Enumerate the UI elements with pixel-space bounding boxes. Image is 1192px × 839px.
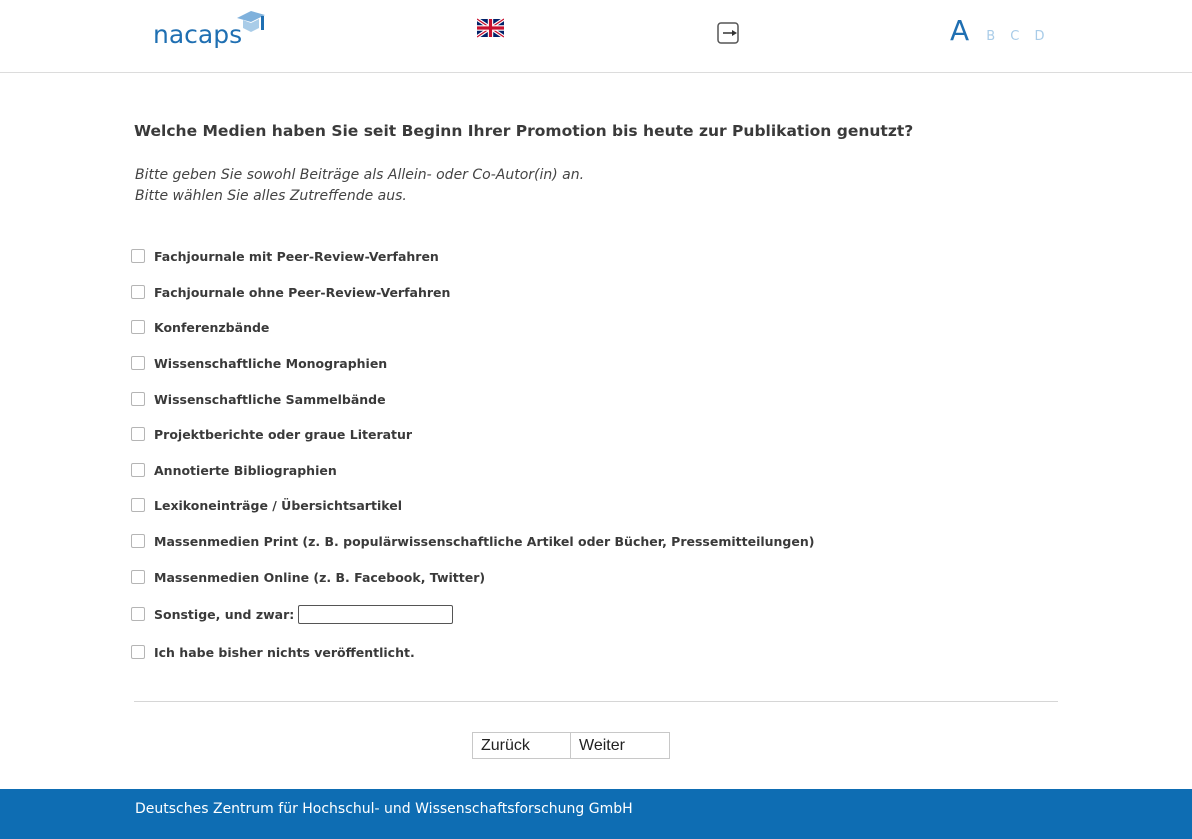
font-size-d[interactable]: D	[1034, 29, 1045, 44]
question-hint-1: Bitte geben Sie sowohl Beiträge als Allein- oder Co-Autor(in) an.	[135, 167, 585, 183]
checkbox[interactable]	[131, 320, 145, 334]
font-size-b[interactable]: B	[986, 29, 996, 44]
uk-flag-icon[interactable]	[477, 18, 504, 38]
option-annotated-bibliographies[interactable]	[131, 460, 337, 480]
graduation-cap-icon	[233, 10, 267, 38]
option-peer-review-journals[interactable]	[131, 246, 439, 266]
option-label: Lexikoneinträge / Übersichtsartikel	[154, 497, 402, 513]
checkbox[interactable]	[131, 645, 145, 659]
option-label: Annotierte Bibliographien	[154, 462, 337, 478]
checkbox[interactable]	[131, 570, 145, 584]
navigation-buttons	[472, 732, 670, 759]
divider	[134, 701, 1058, 702]
option-label: Konferenzbände	[154, 319, 270, 335]
font-size-c[interactable]: C	[1010, 29, 1020, 44]
checkbox[interactable]	[131, 356, 145, 370]
option-project-reports[interactable]	[131, 424, 412, 444]
font-size-selector	[950, 14, 1054, 48]
checkbox[interactable]	[131, 392, 145, 406]
header	[0, 0, 1192, 73]
option-label: Fachjournale ohne Peer-Review-Verfahren	[154, 284, 451, 300]
option-nothing-published[interactable]	[131, 642, 415, 662]
option-label: Projektberichte oder graue Literatur	[154, 426, 413, 442]
footer-text: Deutsches Zentrum für Hochschul- und Wissenschaftsforschung GmbH	[135, 801, 633, 817]
option-conference-proceedings[interactable]	[131, 317, 269, 337]
option-label: Wissenschaftliche Monographien	[154, 355, 388, 371]
option-label: Fachjournale mit Peer-Review-Verfahren	[154, 248, 439, 264]
footer	[0, 789, 1192, 839]
option-edited-volumes[interactable]	[131, 389, 386, 409]
option-label: Sonstige, und zwar:	[154, 606, 295, 622]
checkbox[interactable]	[131, 285, 145, 299]
option-encyclopedia-entries[interactable]	[131, 495, 402, 515]
option-non-peer-review-journals[interactable]	[131, 282, 450, 302]
option-label: Wissenschaftliche Sammelbände	[154, 391, 386, 407]
checkbox[interactable]	[131, 607, 145, 621]
back-button[interactable]: Zurück	[472, 732, 571, 759]
option-mass-media-online[interactable]	[131, 567, 485, 587]
option-mass-media-print[interactable]	[131, 531, 814, 551]
other-text-input[interactable]	[298, 605, 453, 624]
question-title: Welche Medien haben Sie seit Beginn Ihrer Promotion bis heute zur Publikation genutzt?	[134, 122, 914, 140]
option-label: Massenmedien Print (z. B. populärwissenschaftliche Artikel oder Bücher, Pressemitteilungen)	[154, 533, 815, 549]
next-button[interactable]: Weiter	[571, 732, 670, 759]
font-size-a[interactable]: A	[950, 14, 970, 47]
checkbox[interactable]	[131, 463, 145, 477]
checkbox[interactable]	[131, 498, 145, 512]
exit-icon[interactable]	[717, 22, 740, 44]
question-hint-2: Bitte wählen Sie alles Zutreffende aus.	[135, 188, 407, 204]
logo-text: nacaps	[153, 20, 243, 49]
option-label: Ich habe bisher nichts veröffentlicht.	[154, 644, 415, 660]
option-other[interactable]	[131, 604, 453, 624]
option-monographs[interactable]	[131, 353, 387, 373]
checkbox[interactable]	[131, 534, 145, 548]
checkbox[interactable]	[131, 427, 145, 441]
option-label: Massenmedien Online (z. B. Facebook, Twitter)	[154, 569, 486, 585]
checkbox[interactable]	[131, 249, 145, 263]
